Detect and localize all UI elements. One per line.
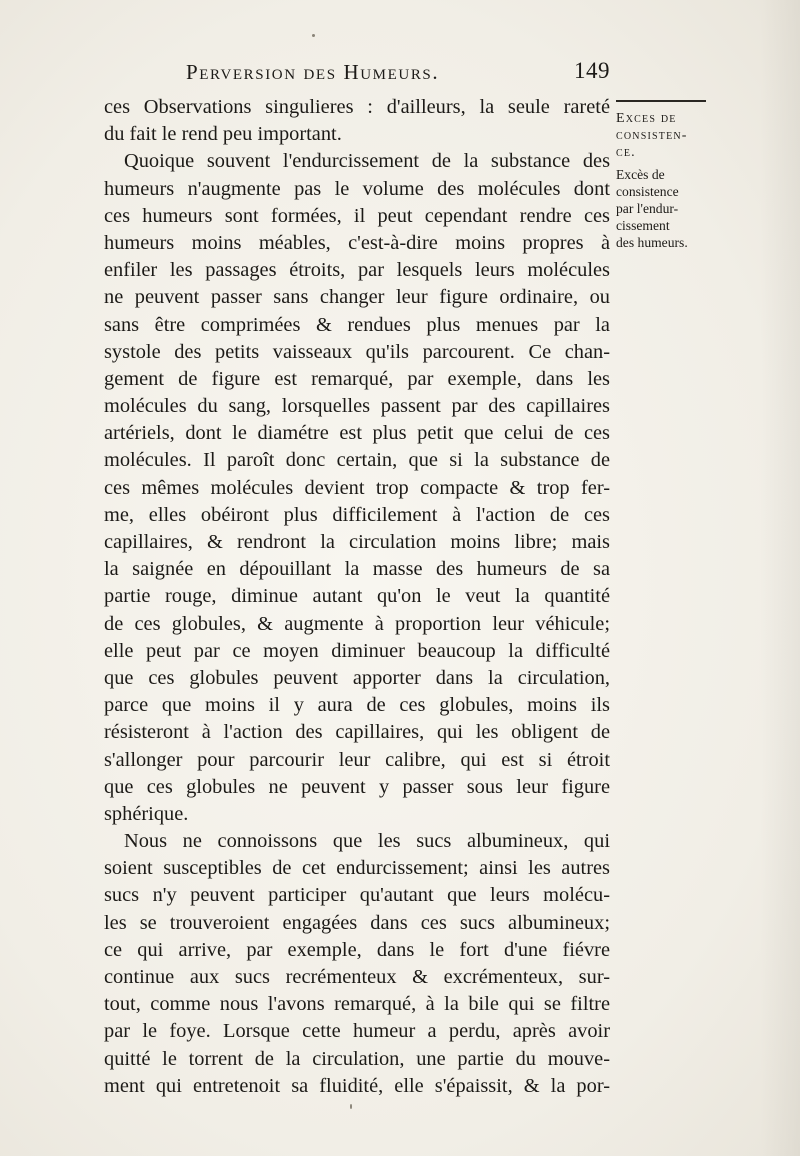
text-line: sphérique. <box>104 802 189 825</box>
text-line: capillaires, & rendront la circulation moins libre; mais <box>104 531 610 553</box>
sidenote-line: cissement <box>616 218 670 233</box>
text-line: s'allonger pour parcourir leur calibre, qui est si étroit <box>104 748 610 771</box>
text-line: molécules. Il paroît donc certain, que si la substance de <box>104 449 610 472</box>
text-line: tout, comme nous l'avons remarqué, à la bile qui se filtre <box>104 993 610 1016</box>
text-line: partie rouge, diminue autant qu'on le veut la quantité <box>104 585 610 608</box>
sidenote-line: par l'endur- <box>616 201 679 216</box>
text-line: résisteront à l'action des capillaires, qui les obligent de <box>104 721 610 744</box>
text-line: sucs n'y peuvent participer qu'autant que leurs molécu- <box>104 884 610 907</box>
sidenote-line: consistence <box>616 184 679 199</box>
text-line: molécules du sang, lorsquelles passent par des capillaires <box>104 395 610 418</box>
text-line: humeurs n'augmente pas le volume des molécules dont <box>104 177 610 200</box>
text-line: la saignée en dépouillant la masse des humeurs de sa <box>104 558 610 581</box>
text-line: que ces globules ne peuvent y passer sous leur figure <box>104 775 610 798</box>
text-line: que ces globules peuvent apporter dans la circulation, <box>104 666 610 689</box>
text-line: ce qui arrive, par exemple, dans le fort d'une fiévre <box>104 938 610 961</box>
text-line: humeurs moins méables, c'est-à-dire moins propres à <box>104 231 610 254</box>
sidenote-line: ce. <box>616 145 636 160</box>
text-line: ces mêmes molécules devient trop compacte & trop fer- <box>104 476 610 499</box>
text-line: les se trouveroient engagées dans ces sucs albumineux; <box>104 911 610 934</box>
text-line: continue aux sucs recrémenteux & excrémenteux, sur- <box>104 966 610 988</box>
sidenote-line: des humeurs. <box>616 235 688 250</box>
page-gutter-shadow <box>760 0 800 1156</box>
text-line: quitté le torrent de la circulation, une partie du mouve- <box>104 1047 610 1070</box>
text-line: enfiler les passages étroits, par lesquels leurs molécules <box>104 259 610 282</box>
text-line: soient susceptibles de cet endurcissement; ainsi les autres <box>104 857 610 880</box>
sidenote-line: Excès de <box>616 167 665 182</box>
page-number: 149 <box>574 58 610 83</box>
text-line: sans être comprimées & rendues plus menues par la <box>104 313 610 336</box>
text-line: ment qui entretenoit sa fluidité, elle s'épaissit, & la por- <box>104 1074 610 1097</box>
text-line: de ces globules, & augmente à proportion leur véhicule; <box>104 612 610 635</box>
sidenote-endurcissement <box>616 166 726 251</box>
text-line: parce que moins il y aura de ces globules, moins ils <box>104 694 610 717</box>
text-line: systole des petits vaisseaux qu'ils parcourent. Ce chan- <box>104 340 610 363</box>
text-line: elle peut par ce moyen diminuer beaucoup la difficulté <box>104 639 610 662</box>
text-line: Quoique souvent l'endurcissement de la substance des <box>124 150 610 173</box>
text-line: par le foye. Lorsque cette humeur a perdu, après avoir <box>104 1020 610 1043</box>
text-line: ces humeurs sont formées, il peut cependant rendre ces <box>104 204 610 227</box>
sidenote-line: consisten- <box>616 128 688 143</box>
paper-speck <box>350 1104 352 1109</box>
text-line: artériels, dont le diamétre est plus petit que celui de ces <box>104 422 610 445</box>
sidenote-line: Exces de <box>616 111 677 126</box>
page-header <box>104 58 610 92</box>
text-line: ces Observations singulieres : d'ailleurs, la seule rareté <box>104 96 610 118</box>
sidenote-rule <box>616 100 706 102</box>
text-line: me, elles obéiront plus difficilement à l'action de ces <box>104 503 610 526</box>
sidenote-exces-consistence <box>616 110 726 161</box>
main-text-block <box>104 94 610 1100</box>
text-line: gement de figure est remarqué, par exemple, dans les <box>104 367 610 390</box>
text-line: du fait le rend peu important. <box>104 123 342 146</box>
paper-speck <box>312 34 315 37</box>
running-title: Perversion des Humeurs. <box>186 60 440 84</box>
text-line: Nous ne connoissons que les sucs albumineux, qui <box>124 830 610 853</box>
text-line: ne peuvent passer sans changer leur figure ordinaire, ou <box>104 286 610 309</box>
